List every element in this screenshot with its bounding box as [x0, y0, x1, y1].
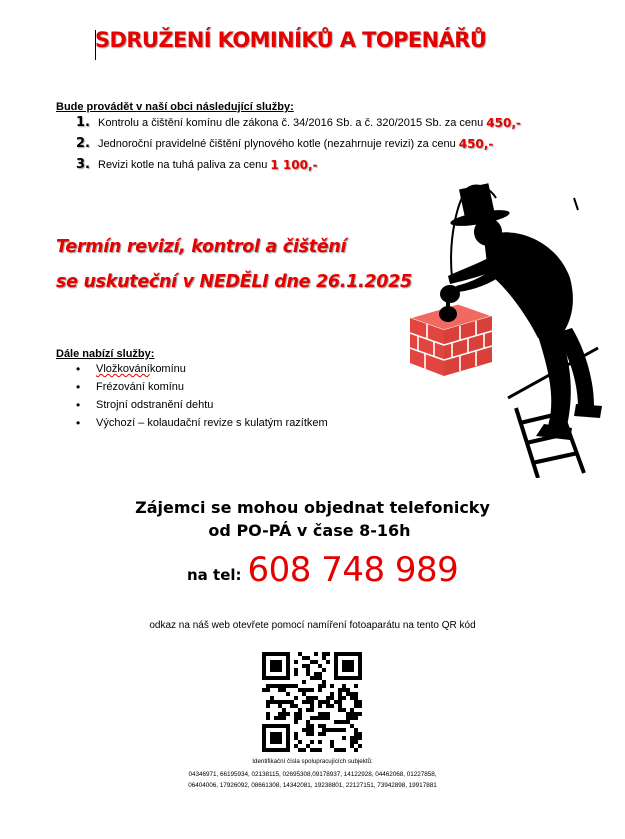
bullet: • [76, 398, 81, 412]
list-item [76, 378, 328, 396]
service-text: Výchozí – kolaudační revize s kulatým razítkem [96, 417, 328, 429]
term-line-1: Termín revizí, kontrol a čištění [56, 237, 347, 257]
list-item [76, 396, 328, 414]
services-list [76, 112, 521, 175]
more-services-title: Dále nabízí služby: [56, 348, 155, 360]
list-item [76, 414, 328, 432]
service-text: Jednoroční pravidelné čištění plynového kotle (nezahrnuje revizi) za cenu [98, 137, 456, 150]
phone-row [187, 548, 458, 590]
phone-number[interactable]: 608 748 989 [247, 550, 459, 590]
ladder [516, 396, 584, 478]
service-text: komínu [149, 363, 186, 375]
service-text: Kontrolu a čištění komínu dle zákona č. 34/2016 Sb. a č. 320/2015 Sb. za cenu [98, 116, 484, 129]
service-text: Frézování komínu [96, 381, 185, 393]
service-price: 450,- [458, 136, 494, 151]
contact-line-2: od PO-PÁ v čase 8-16h [208, 521, 411, 540]
list-number: 1. [76, 115, 90, 130]
term-line-2: se uskuteční v NEDĚLI dne 26.1.2025 [56, 272, 412, 292]
service-text: Strojní odstranění dehtu [96, 399, 214, 411]
list-item [76, 112, 521, 133]
more-services-list [76, 360, 328, 432]
service-price: 1 100,- [270, 157, 318, 172]
list-number: 2. [76, 136, 90, 151]
list-number: 3. [76, 157, 90, 172]
ids-line-1: 04346971, 66195934, 02138115, 02695308,09178937, 14122928, 04462068, 01227858, [188, 771, 437, 778]
service-price: 450,- [486, 115, 521, 130]
misspelled-word: Vložkování [96, 363, 150, 375]
bullet: • [76, 362, 81, 376]
services-intro: Bude provádět v naší obci následující služby: [56, 101, 294, 113]
page-title: SDRUŽENÍ KOMINÍKŮ A TOPENÁŘŮ [95, 28, 487, 52]
ids-line-2: 06404006, 17926092, 08661308, 14342081, 19238801, 22127151, 73942898, 19917881 [188, 782, 437, 789]
ids-title: Identifikační čísla spolupracujících subjektů: [252, 758, 373, 765]
qr-finder-center [342, 660, 354, 672]
qr-code-icon[interactable] [262, 652, 362, 752]
service-text: Revizi kotle na tuhá paliva za cenu [98, 158, 268, 171]
qr-note: odkaz na náš web otevřete pomocí namíření fotoaparátu na tento QR kód [149, 620, 476, 631]
list-item [76, 133, 521, 154]
bullet: • [76, 380, 81, 394]
contact-line-1: Zájemci se mohou objednat telefonicky [135, 498, 490, 517]
list-item [76, 360, 328, 378]
qr-finder-center [270, 660, 282, 672]
bullet: • [76, 416, 81, 430]
chimney-sweep-icon [388, 168, 608, 478]
qr-finder-center [270, 732, 282, 744]
phone-label: na tel: [187, 566, 242, 584]
rope-end [574, 198, 578, 210]
